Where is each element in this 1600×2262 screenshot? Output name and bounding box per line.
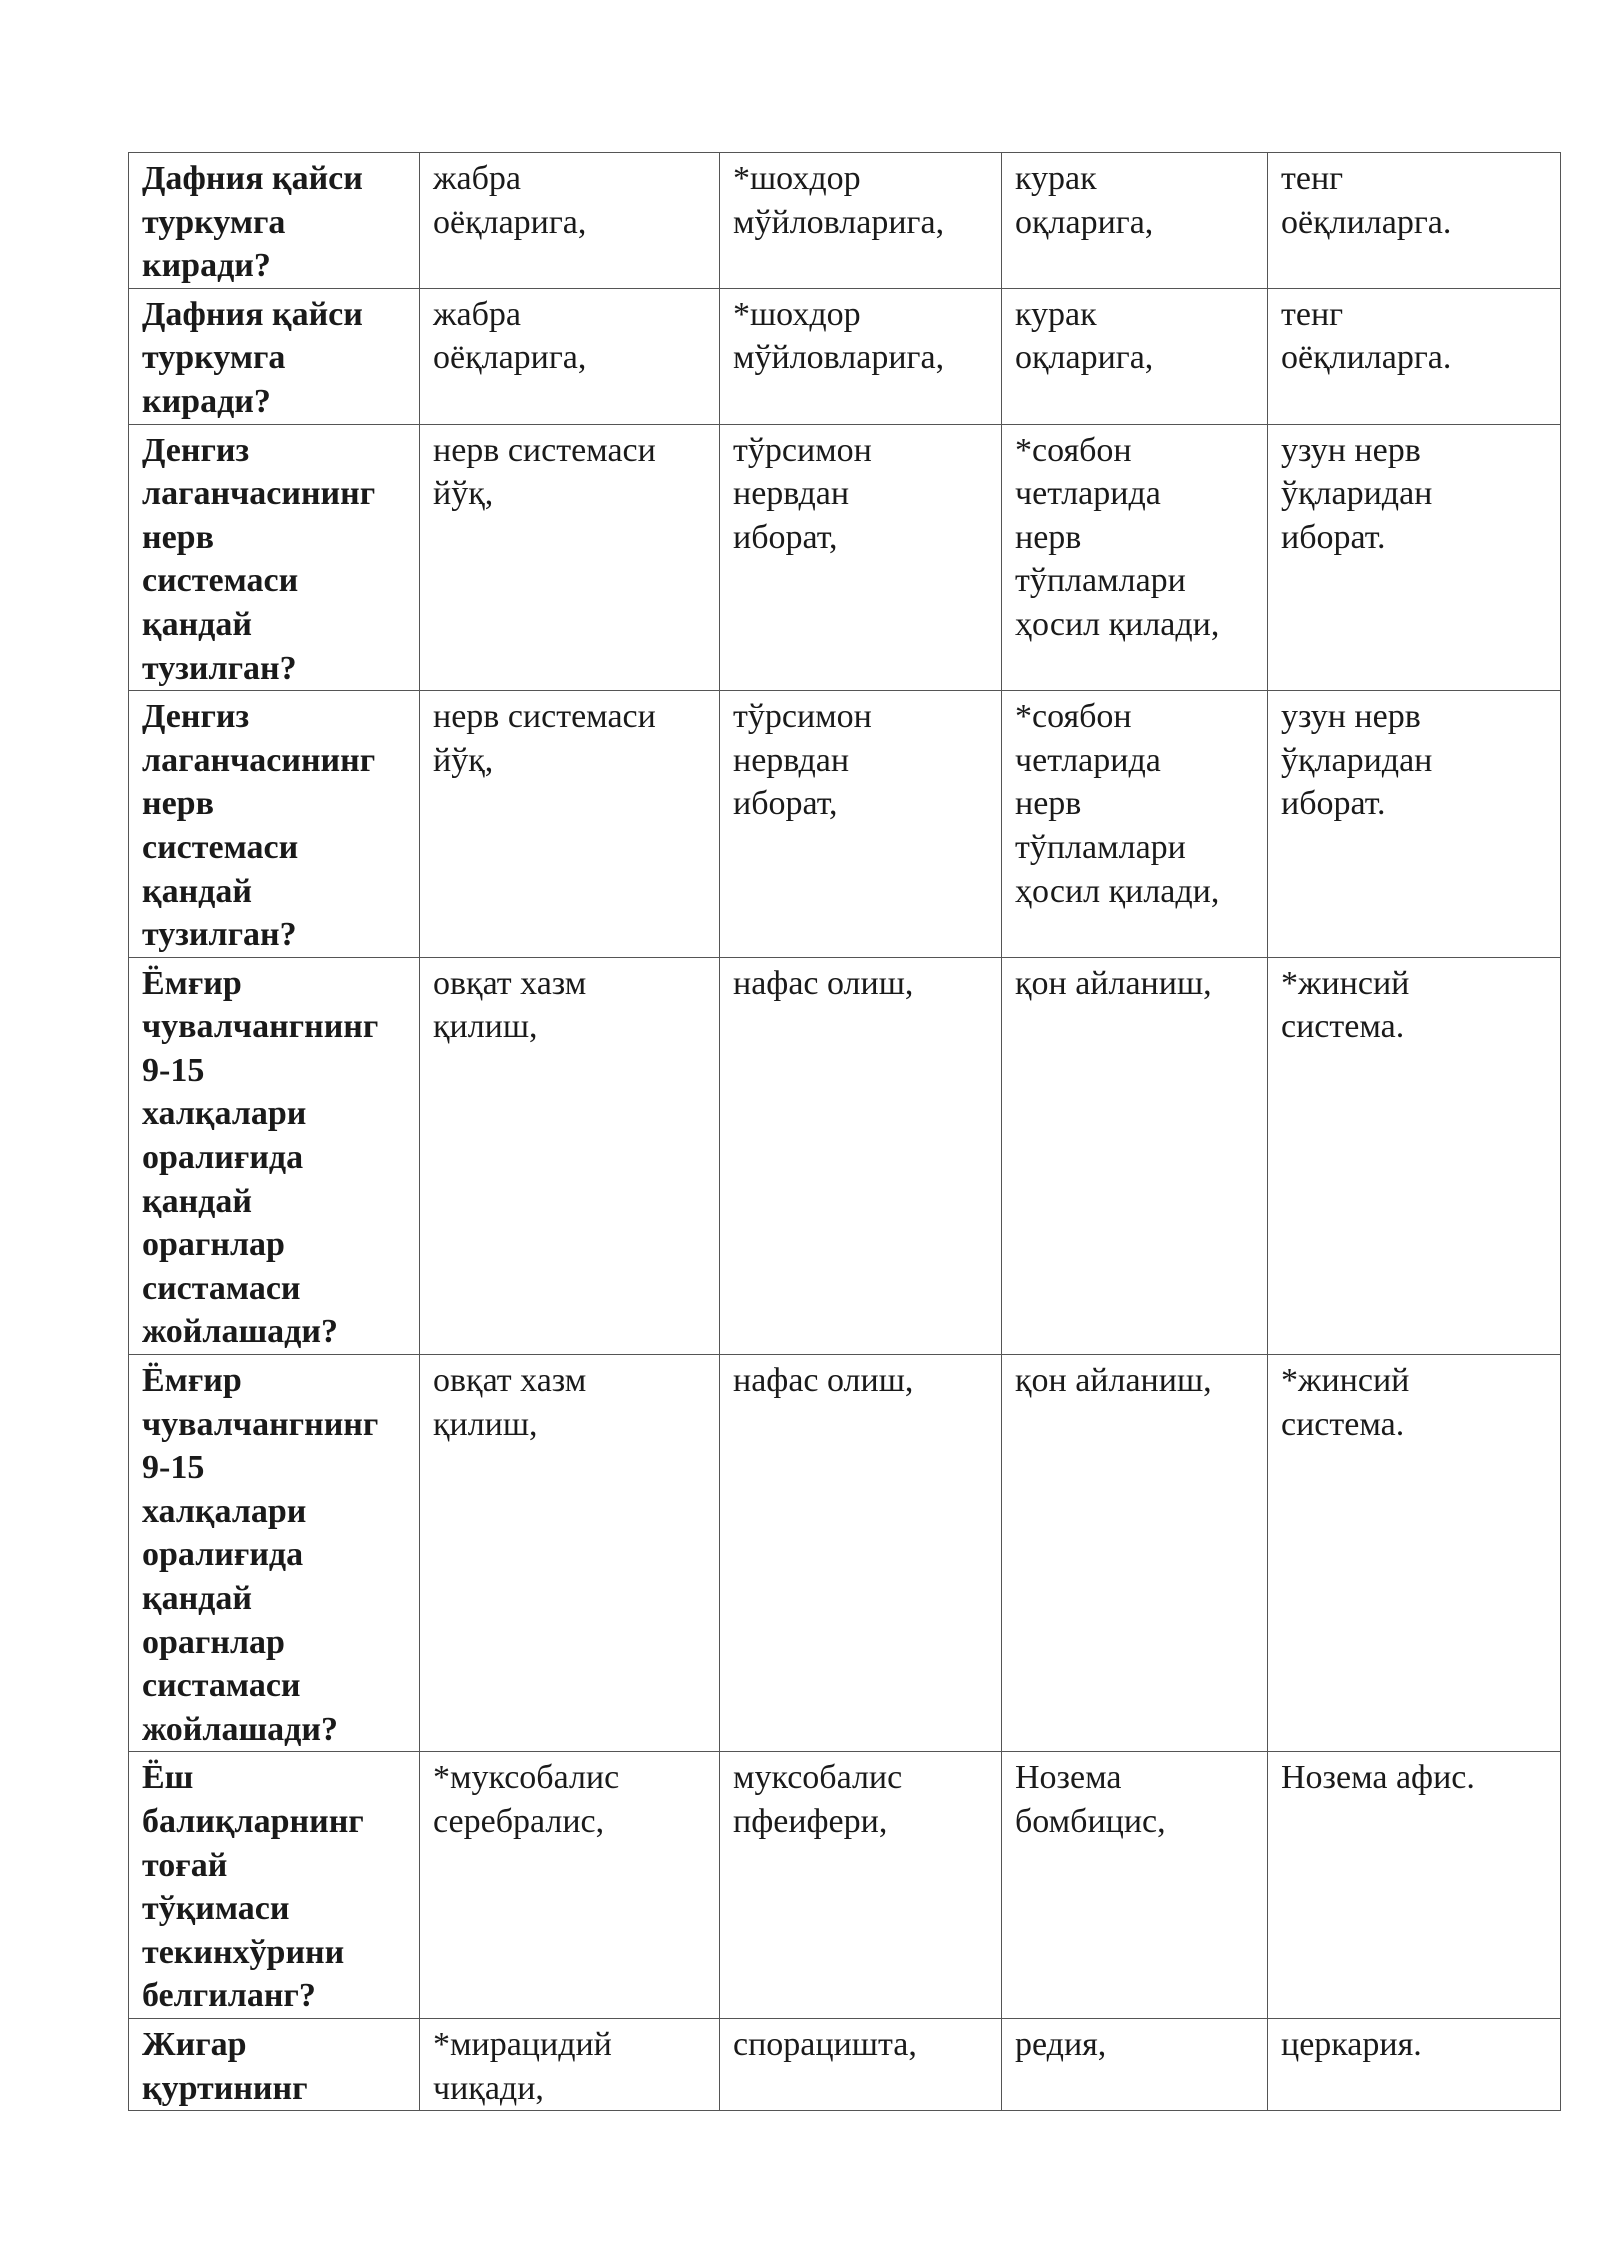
option-cell xyxy=(1002,2018,1268,2110)
option-text: нерв системаси йўқ, xyxy=(433,698,656,779)
option-text: нафас олиш, xyxy=(733,964,914,1002)
option-cell xyxy=(720,1355,1002,1752)
option-text: *жинсий система. xyxy=(1281,1362,1410,1443)
table-row xyxy=(129,153,1561,289)
option-text: церкария. xyxy=(1281,2025,1422,2063)
option-cell xyxy=(420,424,720,691)
option-cell xyxy=(420,1752,720,2019)
option-text: жабра оёқларига, xyxy=(433,160,587,241)
question-text: Дафния қайси туркумга киради? xyxy=(142,295,363,420)
option-text: *муксобалис серебралис, xyxy=(433,1759,620,1840)
question-cell xyxy=(129,424,420,691)
option-text: нерв системаси йўқ, xyxy=(433,431,656,513)
option-text: қон айланиш, xyxy=(1015,964,1212,1002)
option-cell xyxy=(1268,288,1561,424)
option-text: Нозема бомбицис, xyxy=(1015,1759,1166,1840)
option-text: узун нерв ўқларидан иборат. xyxy=(1281,698,1433,823)
option-cell xyxy=(420,153,720,289)
option-cell xyxy=(420,1355,720,1752)
option-text: *соябон четларида нерв тўпламлари ҳосил қилади, xyxy=(1015,698,1220,910)
option-text: муксобалис пфеифери, xyxy=(733,1759,903,1840)
table-row xyxy=(129,691,1561,958)
option-cell xyxy=(1002,288,1268,424)
option-text: спорацишта, xyxy=(733,2025,917,2063)
option-text: тўрсимон нервдан иборат, xyxy=(733,698,872,823)
option-text: тенг оёқлиларга. xyxy=(1281,295,1452,377)
option-cell xyxy=(420,957,720,1354)
option-cell xyxy=(1002,153,1268,289)
option-cell xyxy=(1002,1752,1268,2019)
question-cell xyxy=(129,1355,420,1752)
option-cell xyxy=(420,691,720,958)
option-text: *жинсий система. xyxy=(1281,964,1410,1046)
option-text: Нозема афис. xyxy=(1281,1759,1475,1797)
option-text: тўрсимон нервдан иборат, xyxy=(733,431,872,556)
question-text: Ёмғир чувалчангнинг 9-15 халқалари оралиғида қандай орагнлар систамаси жойлашади? xyxy=(142,1362,379,1748)
option-text: *соябон четларида нерв тўпламлари ҳосил қилади, xyxy=(1015,431,1220,643)
question-cell xyxy=(129,1752,420,2019)
option-cell xyxy=(1002,691,1268,958)
question-text: Денгиз лаганчасининг нерв системаси қандай тузилган? xyxy=(142,431,376,687)
option-cell xyxy=(720,957,1002,1354)
table-row xyxy=(129,288,1561,424)
question-cell xyxy=(129,153,420,289)
option-text: овқат хазм қилиш, xyxy=(433,1362,587,1443)
option-cell xyxy=(1002,424,1268,691)
option-cell xyxy=(1268,1752,1561,2019)
option-cell xyxy=(720,2018,1002,2110)
table-row xyxy=(129,1355,1561,1752)
question-cell xyxy=(129,957,420,1354)
option-cell xyxy=(1268,424,1561,691)
question-text: Ёш балиқларнинг тоғай тўқимаси текинхўрини белгиланг? xyxy=(142,1759,364,2015)
option-cell xyxy=(720,153,1002,289)
option-text: редия, xyxy=(1015,2025,1107,2063)
question-text: Денгиз лаганчасининг нерв системаси қандай тузилган? xyxy=(142,698,376,954)
option-cell xyxy=(1268,153,1561,289)
option-cell xyxy=(1268,957,1561,1354)
option-cell xyxy=(720,691,1002,958)
option-text: курак оқларига, xyxy=(1015,295,1154,377)
question-cell xyxy=(129,2018,420,2110)
question-text: Дафния қайси туркумга киради? xyxy=(142,160,363,285)
option-text: қон айланиш, xyxy=(1015,1362,1212,1400)
table-row xyxy=(129,957,1561,1354)
option-text: нафас олиш, xyxy=(733,1362,914,1400)
option-cell xyxy=(720,288,1002,424)
option-text: тенг оёқлиларга. xyxy=(1281,160,1452,241)
option-cell xyxy=(420,2018,720,2110)
option-cell xyxy=(1002,1355,1268,1752)
question-cell xyxy=(129,691,420,958)
option-text: узун нерв ўқларидан иборат. xyxy=(1281,431,1433,556)
option-cell xyxy=(1002,957,1268,1354)
option-text: *шохдор мўйловларига, xyxy=(733,160,945,241)
question-text: Жигар қуртининг xyxy=(142,2025,308,2107)
question-cell xyxy=(129,288,420,424)
option-cell xyxy=(1268,691,1561,958)
option-text: овқат хазм қилиш, xyxy=(433,964,587,1046)
option-text: *мирацидий чиқади, xyxy=(433,2025,612,2107)
option-cell xyxy=(1268,1355,1561,1752)
option-text: *шохдор мўйловларига, xyxy=(733,295,945,377)
option-cell xyxy=(1268,2018,1561,2110)
question-text: Ёмғир чувалчангнинг 9-15 халқалари оралиғида қандай орагнлар систамаси жойлашади? xyxy=(142,964,379,1351)
option-cell xyxy=(420,288,720,424)
table-row xyxy=(129,2018,1561,2110)
table-row xyxy=(129,424,1561,691)
option-cell xyxy=(720,424,1002,691)
table-row xyxy=(129,1752,1561,2019)
option-text: курак оқларига, xyxy=(1015,160,1154,241)
test-questions-table xyxy=(128,152,1561,2111)
option-cell xyxy=(720,1752,1002,2019)
option-text: жабра оёқларига, xyxy=(433,295,587,377)
